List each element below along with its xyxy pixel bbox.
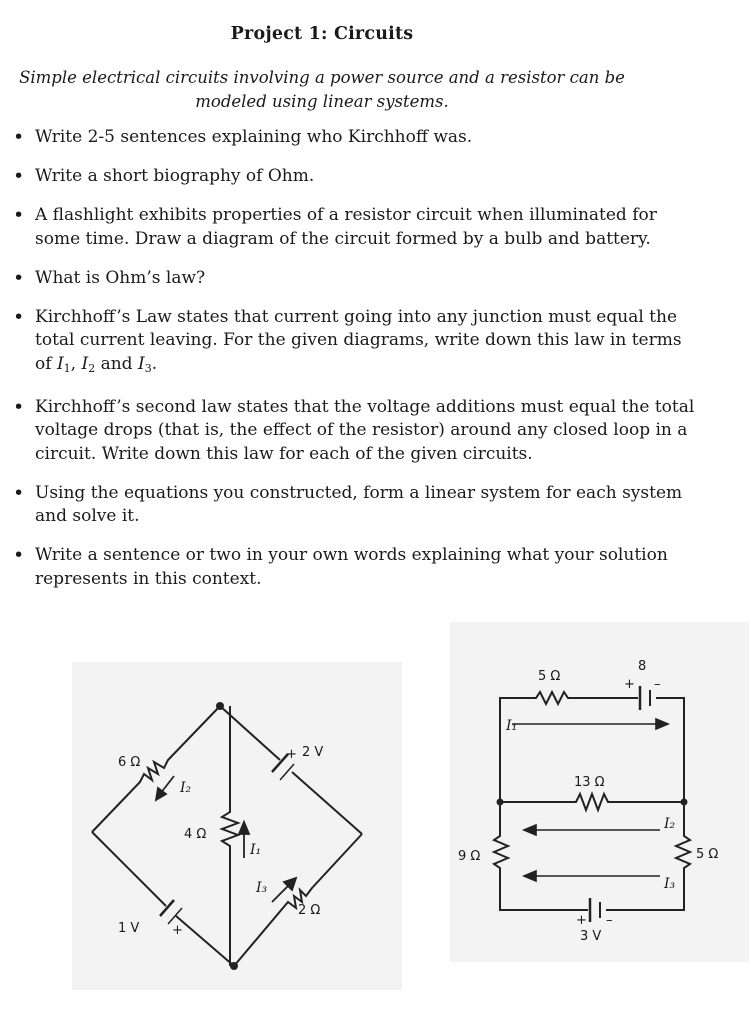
task-item: • Using the equations you constructed, form a linear system for each system and solve it. xyxy=(0,482,700,529)
task-item xyxy=(0,306,700,381)
subtitle-line-2: modeled using linear systems. xyxy=(195,92,449,111)
battery-8v-icon xyxy=(640,686,650,710)
wire-top-right-2 xyxy=(292,772,362,834)
node-right xyxy=(681,799,688,806)
math-i1: I xyxy=(56,353,64,374)
wire-top xyxy=(500,692,638,802)
arrowhead-i1-icon xyxy=(656,719,668,729)
label-5-ohm-right: 5 Ω xyxy=(696,847,719,862)
math-i3: I xyxy=(137,353,145,374)
label-13-ohm: 13 Ω xyxy=(574,775,605,790)
label-4-ohm: 4 Ω xyxy=(184,827,207,842)
label-i3: I₃ xyxy=(256,880,268,896)
math-sep: and xyxy=(95,353,138,374)
task-item: • Kirchhoff’s second law states that the voltage additions must equal the total voltage drops (that is, the effect of the resistor) around any closed loop in a circuit. Write down this law for each of the given circuits. xyxy=(0,396,700,467)
node-left xyxy=(497,799,504,806)
math-sub: 2 xyxy=(88,361,96,375)
plus-sign: + xyxy=(286,747,297,762)
label-6-ohm: 6 Ω xyxy=(118,755,141,770)
circuit-diagram-left xyxy=(72,662,402,990)
circuit-left-svg xyxy=(72,662,402,990)
label-1-volt: 1 V xyxy=(118,921,140,936)
wire-right xyxy=(606,802,690,910)
task-list xyxy=(0,126,700,607)
math-i2: I xyxy=(81,353,89,374)
label-9-ohm: 9 Ω xyxy=(458,849,481,864)
minus-sign: – xyxy=(654,677,661,692)
subtitle xyxy=(8,66,636,114)
task-item: • Write a short biography of Ohm. xyxy=(0,165,700,189)
label-i2: I₂ xyxy=(664,816,676,832)
math-sep: , xyxy=(70,353,82,374)
label-i1: I₁ xyxy=(506,718,518,734)
arrow-i3-icon xyxy=(272,884,290,902)
plus-sign: + xyxy=(172,923,183,938)
math-sub: 3 xyxy=(144,361,152,375)
label-2-volt: 2 V xyxy=(302,745,324,760)
label-i2: I₂ xyxy=(180,780,192,796)
wire-bottom-left-2 xyxy=(176,916,234,966)
task-item: • Write a sentence or two in your own words explaining what your solution represents in this context. xyxy=(0,544,700,591)
circuit-diagram-right xyxy=(450,622,749,962)
arrowhead-i1-icon xyxy=(239,822,249,834)
wire-middle xyxy=(500,794,684,810)
label-3-volt: 3 V xyxy=(580,929,602,944)
wire-top-right xyxy=(656,698,684,802)
wire-left xyxy=(494,802,588,910)
battery-3v-icon xyxy=(590,898,600,922)
arrowhead-i2-icon xyxy=(524,825,536,835)
wire-bottom-left xyxy=(92,832,166,906)
task-item: • A flashlight exhibits properties of a resistor circuit when illuminated for some time. Draw a diagram of the circuit formed by a bulb and battery. xyxy=(0,204,700,251)
wire-middle xyxy=(222,706,238,966)
label-2-ohm: 2 Ω xyxy=(298,903,321,918)
task-item: • What is Ohm’s law? xyxy=(0,267,700,291)
page-title: Project 1: Circuits xyxy=(230,24,414,44)
label-8: 8 xyxy=(638,659,647,674)
math-end: . xyxy=(151,353,158,374)
arrowhead-i2-icon xyxy=(156,788,166,800)
label-i3: I₃ xyxy=(664,876,676,892)
plus-sign: + xyxy=(624,677,635,692)
math-sub: 1 xyxy=(63,361,71,375)
task-text: Kirchhoff’s Law states that current going into any junction must equal the total current leaving. For the given diagrams, write down this law in terms of xyxy=(35,306,682,374)
task-item: • Write 2-5 sentences explaining who Kirchhoff was. xyxy=(0,126,700,150)
node-top xyxy=(216,702,224,710)
label-5-ohm-top: 5 Ω xyxy=(538,669,561,684)
plus-sign: + xyxy=(576,913,587,928)
subtitle-line-1: Simple electrical circuits involving a power source and a resistor can be xyxy=(19,68,625,87)
wire-top-left xyxy=(92,706,220,832)
minus-sign: – xyxy=(606,913,613,928)
node-bottom xyxy=(230,962,238,970)
label-i1: I₁ xyxy=(250,842,262,858)
arrowhead-i3-icon xyxy=(524,871,536,881)
circuit-right-svg xyxy=(450,622,749,962)
